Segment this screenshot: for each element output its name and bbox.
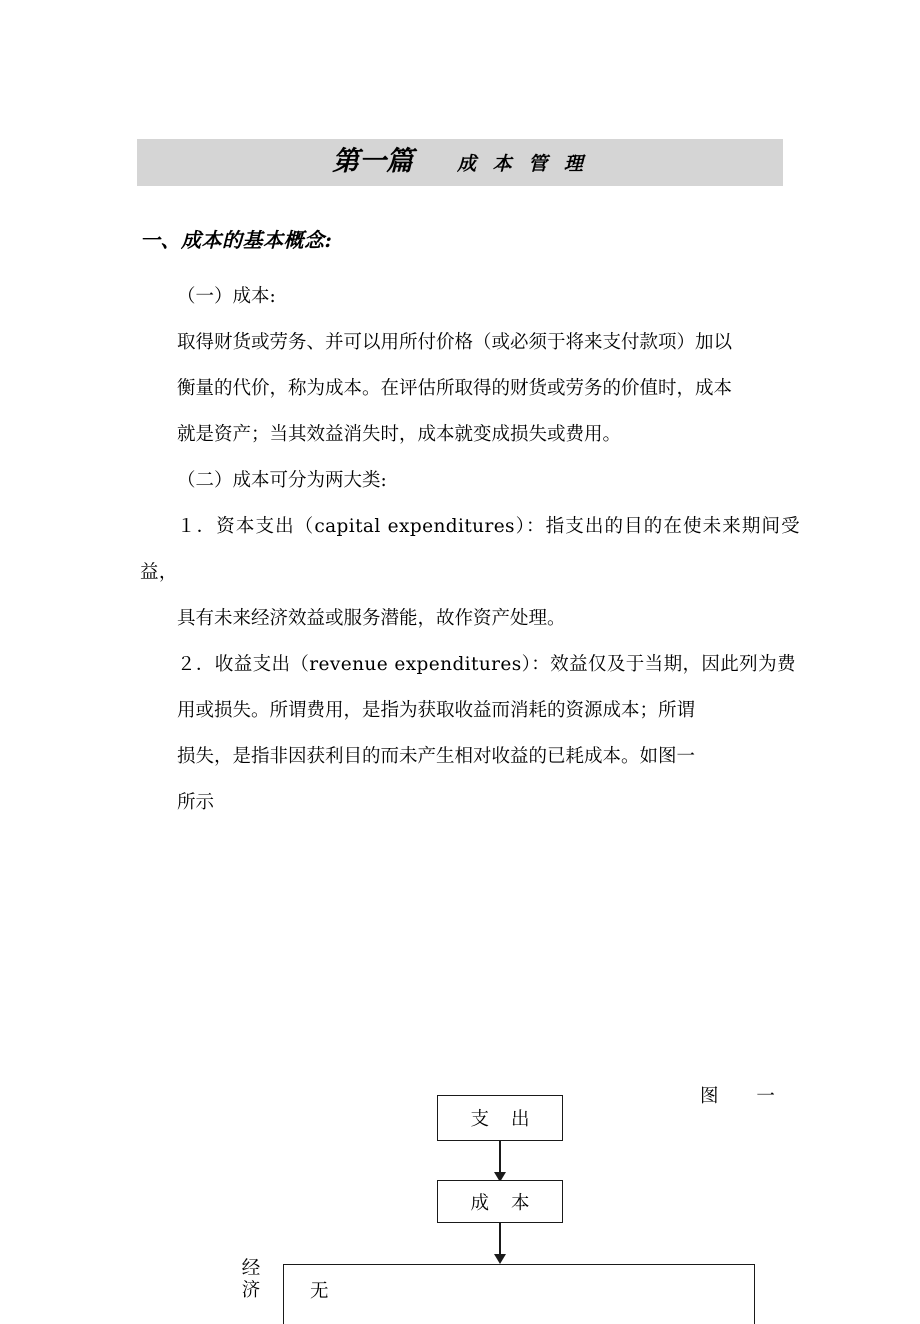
document-body <box>140 228 800 826</box>
paragraph-3: 衡量的代价，称为成本。在评估所取得的财货或劳务的价值时，成本 <box>177 378 733 399</box>
flow-box-expenditure-label: 支出 <box>470 1109 552 1130</box>
paragraph-6: １．资本支出（capital expenditures）：指支出的目的在使未来期间受益， <box>140 516 800 583</box>
paragraph-11: 所示 <box>177 792 215 813</box>
paragraph-1: （一）成本: <box>177 286 276 307</box>
flow-box-expenditure <box>437 1095 563 1141</box>
paragraph-2: 取得财货或劳务、并可以用所付价格（或必须于将来支付款项）加以 <box>177 332 733 353</box>
document-title-banner <box>137 139 783 186</box>
paragraph-5: （二）成本可分为两大类: <box>177 470 387 491</box>
paragraph-10: 损失，是指非因获利目的而未产生相对收益的已耗成本。如图一 <box>177 746 696 767</box>
flow-box-cost <box>437 1180 563 1223</box>
flow-arrow-cost-to-bottom <box>499 1223 501 1255</box>
figure-side-label: 经济 <box>241 1258 261 1301</box>
paragraph-4: 就是资产；当其效益消失时，成本就变成损失或费用。 <box>177 424 622 445</box>
flow-box-cost-label: 成本 <box>470 1192 552 1214</box>
title-main-text: 第一篇 <box>332 146 414 177</box>
paragraph-9: 用或损失。所谓费用，是指为获取收益而消耗的资源成本；所谓 <box>177 700 696 721</box>
paragraph-8: ２．收益支出（revenue expenditures）：效益仅及于当期，因此列为费 <box>177 654 796 675</box>
paragraph-7: 具有未来经济效益或服务潜能，故作资产处理。 <box>177 608 566 629</box>
title-sub-text: 成 本 管 理 <box>457 153 588 175</box>
figure-caption: 图 一 <box>700 1086 791 1107</box>
section-heading-1: 一、成本的基本概念: <box>140 228 333 252</box>
flow-arrow-expenditure-to-cost <box>499 1141 501 1173</box>
flow-box-bottom-label: 无 <box>310 1281 329 1302</box>
flow-box-bottom <box>283 1264 755 1324</box>
